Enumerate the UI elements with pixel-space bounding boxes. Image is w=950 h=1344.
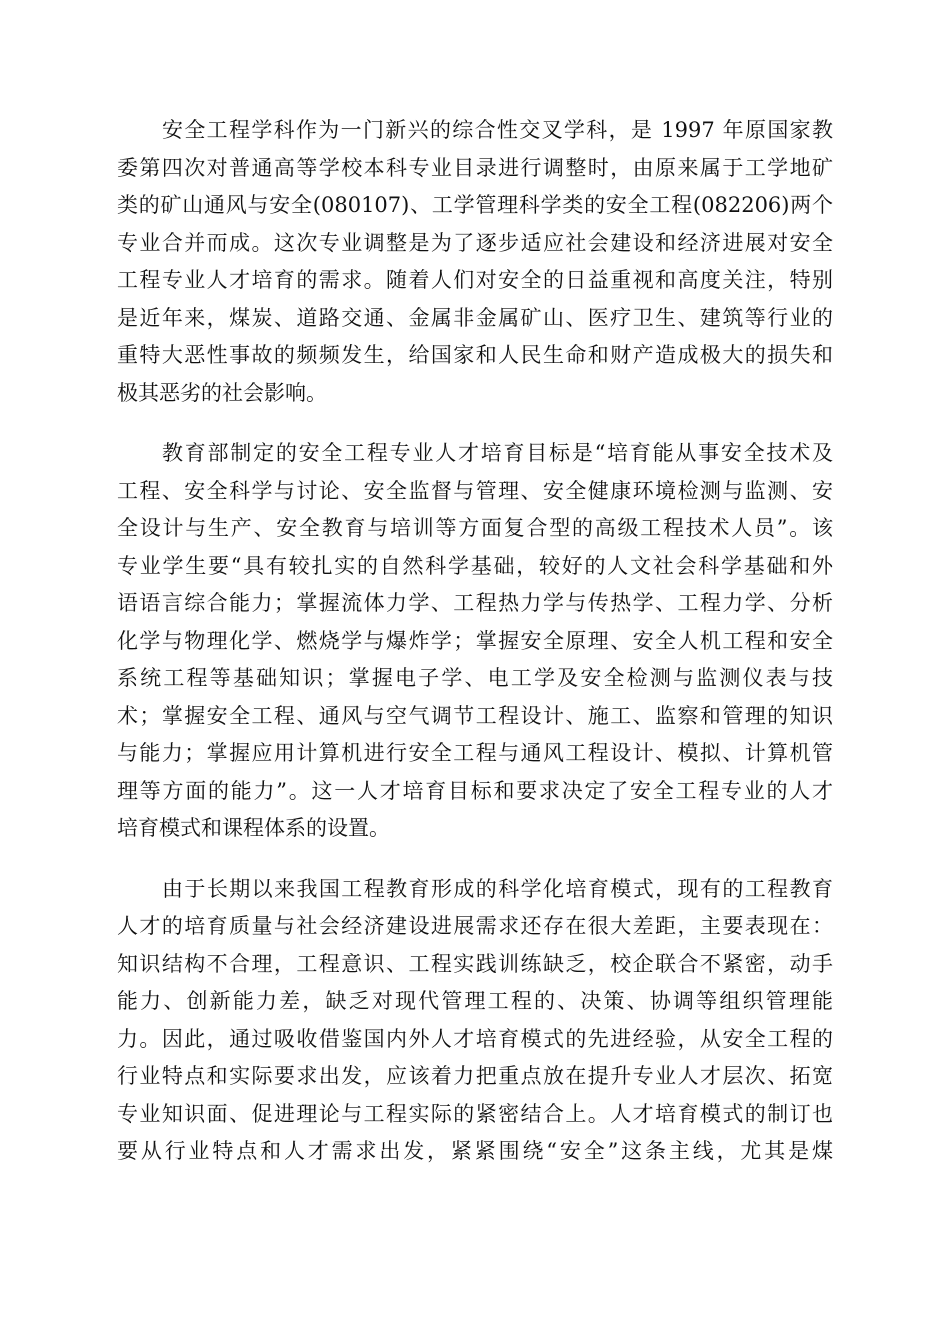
text-line: 知识结构不合理，工程意识、工程实践训练缺乏，校企联合不紧密，动手 — [117, 951, 833, 976]
paragraph — [117, 112, 833, 412]
text-line: 重特大恶性事故的频频发生，给国家和人民生命和财产造成极大的损失和 — [117, 343, 833, 367]
text-line: 安全工程学科作为一门新兴的综合性交叉学科，是 1997 年原国家教 — [162, 118, 833, 142]
text-line: 全设计与生产、安全教育与培训等方面复合型的高级工程技术人员”。该 — [117, 516, 833, 540]
text-line: 教育部制定的安全工程专业人才培育目标是“培育能从事安全技术及 — [162, 441, 833, 465]
text-line: 由于长期以来我国工程教育形成的科学化培育模式，现有的工程教育 — [162, 876, 833, 901]
text-line: 系统工程等基础知识；掌握电子学、电工学及安全检测与监测仪表与技 — [117, 666, 833, 690]
text-line: 极其恶劣的社会影响。 — [117, 380, 327, 405]
text-line: 专业合并而成。这次专业调整是为了逐步适应社会建设和经济进展对安全 — [117, 230, 833, 255]
paragraph — [117, 871, 833, 1171]
text-line: 专业知识面、促进理论与工程实际的紧密结合上。人才培育模式的制订也 — [117, 1101, 833, 1126]
text-line: 能力、创新能力差，缺乏对现代管理工程的、决策、协调等组织管理能 — [117, 989, 833, 1013]
text-line: 要从行业特点和人才需求出发，紧紧围绕“安全”这条主线，尤其是煤 — [117, 1139, 833, 1163]
text-line: 工程专业人才培育的需求。随着人们对安全的日益重视和高度关注，特别 — [117, 268, 833, 292]
text-line: 化学与物理化学、燃烧学与爆炸学；掌握安全原理、安全人机工程和安全 — [117, 628, 833, 653]
text-line: 工程、安全科学与讨论、安全监督与管理、安全健康环境检测与监测、安 — [117, 478, 833, 503]
text-line: 力。因此，通过吸收借鉴国内外人才培育模式的先进经验，从安全工程的 — [117, 1026, 833, 1051]
paragraph — [117, 435, 833, 848]
text-line: 专业学生要“具有较扎实的自然科学基础，较好的人文社会科学基础和外 — [117, 553, 833, 578]
text-line: 与能力；掌握应用计算机进行安全工程与通风工程设计、模拟、计算机管 — [117, 741, 833, 765]
text-line: 人才的培育质量与社会经济建设进展需求还存在很大差距，主要表现在： — [117, 914, 833, 938]
text-line: 培育模式和课程体系的设置。 — [117, 816, 390, 840]
text-line: 语语言综合能力；掌握流体力学、工程热力学与传热学、工程力学、分析 — [117, 591, 833, 615]
text-line: 类的矿山通风与安全(080107)、工学管理科学类的安全工程(082206)两个 — [117, 193, 833, 217]
text-line: 术；掌握安全工程、通风与空气调节工程设计、施工、监察和管理的知识 — [117, 703, 833, 728]
text-line: 理等方面的能力”。这一人才培育目标和要求决定了安全工程专业的人才 — [117, 778, 833, 803]
text-line: 行业特点和实际要求出发，应该着力把重点放在提升专业人才层次、拓宽 — [117, 1064, 833, 1088]
text-line: 是近年来，煤炭、道路交通、金属非金属矿山、医疗卫生、建筑等行业的 — [117, 305, 833, 330]
document-page — [117, 112, 833, 1194]
text-line: 委第四次对普通高等学校本科专业目录进行调整时，由原来属于工学地矿 — [117, 155, 833, 180]
